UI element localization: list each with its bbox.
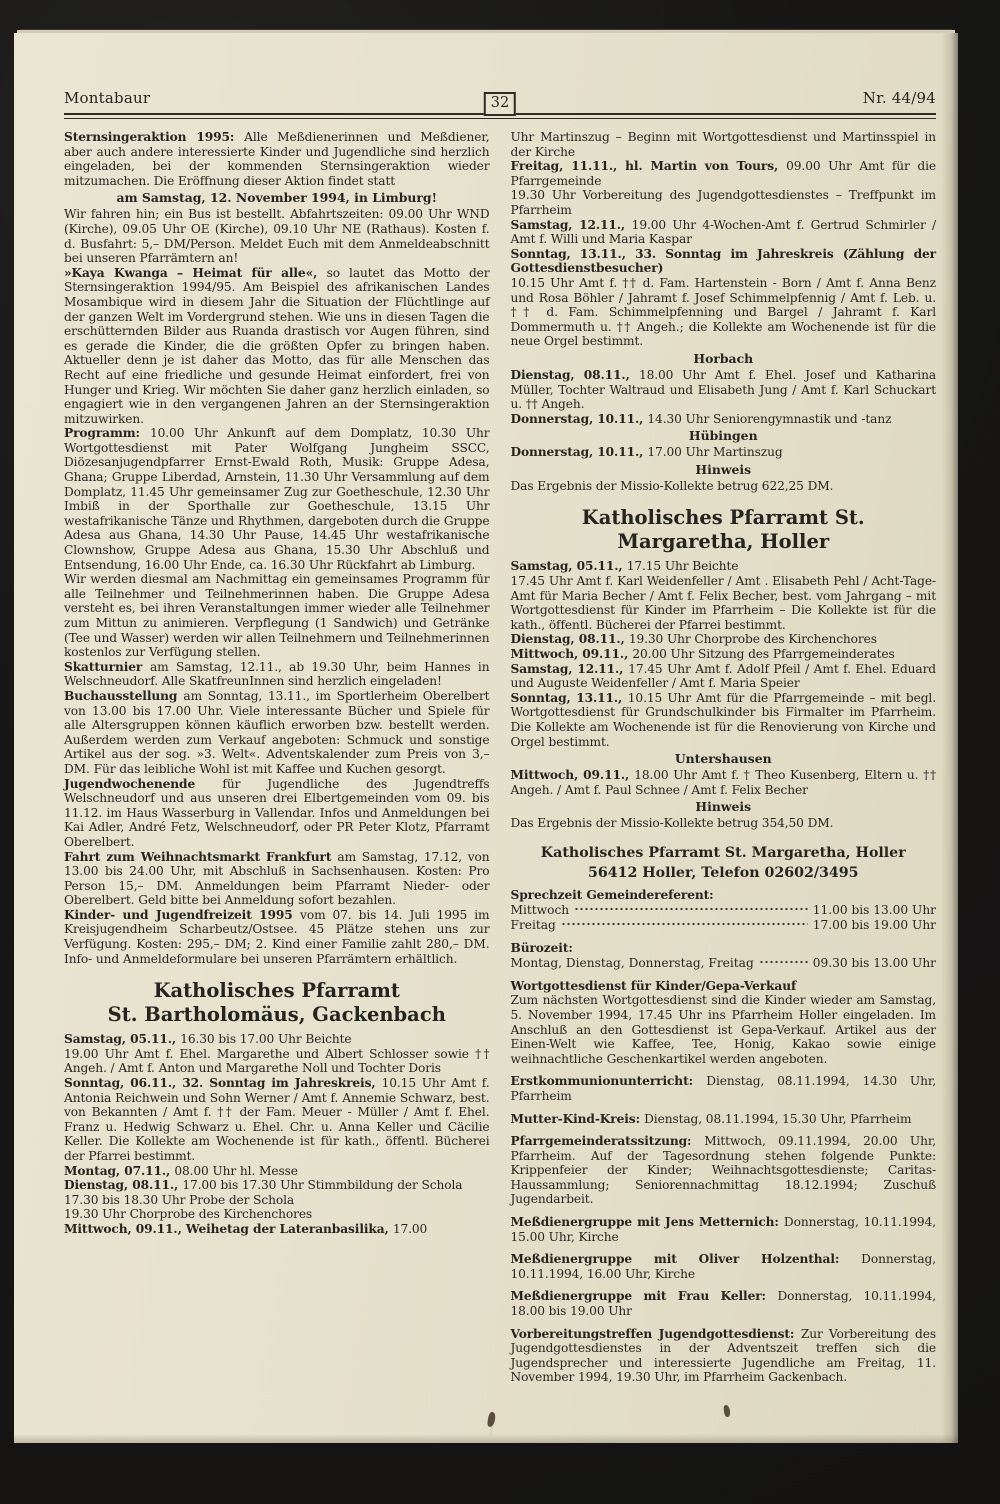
paragraph (511, 1134, 937, 1207)
page-number-box (484, 92, 516, 116)
body-text: 17.30 bis 18.30 Uhr Probe der Schola (64, 1192, 295, 1207)
body-text: am Sonntag, 13.11., im Sportlerheim Oberelbert von 13.00 bis 17.00 Uhr. Viele interessante Bücher und Spiele für alle Altersgruppen können käuflich erworben bzw. bestellt werden. Außerdem werden zum Verkauf angeboten: Schmuck und sonstige Artikel aus der sog. »3. Welt«. Adventskalender zum Preis von 3,– DM. Für das leibliche Wohl ist mit Kaffee und Kuchen gesorgt. (64, 688, 490, 776)
centered-subheading: Horbach (693, 350, 754, 366)
paragraph (64, 1222, 490, 1237)
bold-text: Erstkommunionunterricht: (510, 1074, 707, 1089)
section-heading (511, 506, 937, 553)
paragraph (64, 1178, 490, 1193)
body-text: 17.00 Uhr Martinszug (647, 445, 783, 460)
paragraph (64, 426, 490, 572)
schedule-label: Montag, Dienstag, Donnerstag, Freitag (510, 955, 754, 970)
paragraph (64, 1207, 490, 1222)
schedule-time: 09.30 bis 13.00 Uhr (812, 955, 936, 970)
paragraph (64, 572, 490, 660)
paragraph (64, 1193, 490, 1208)
section-heading (64, 979, 490, 1026)
bold-text: Fahrt zum Weihnachtsmarkt Frankfurt (64, 849, 338, 864)
bold-text: Meßdienergruppe mit Jens Metternich: (510, 1215, 784, 1230)
body-text: 19.30 Uhr Chorprobe des Kirchenchores (628, 632, 877, 647)
body-text: 16.30 bis 17.00 Uhr Beichte (180, 1032, 352, 1047)
body-text: am Samstag, 17.12, von 13.00 bis 24.00 Uhr, mit Abschluß in Sachsenhausen. Kosten: Pro Person 15,– DM. Anmeldungen beim Pfarramt Nieder- oder Oberelbert. Geld bitte bei Anmeldung sofort bezahlen. (64, 849, 490, 908)
body-text: Zum nächsten Wortgottesdienst sind die Kinder wieder am Samstag, 5. November 1994, 17.45 Uhr ins Pfarrheim Holler eingeladen. Im Anschluß an den Gottesdienst ist Gepa-Verkauf. Artikel aus der Einen-Welt wie Kaffee, Tee, Honig, Kakao sowie einige weihnachtliche Geschenkartikel werden angeboten. (510, 993, 936, 1066)
paragraph (511, 412, 937, 427)
paragraph (64, 130, 490, 188)
paragraph (64, 1076, 490, 1164)
heading-line: St. Bartholomäus, Gackenbach (107, 1002, 446, 1026)
body-text: Das Ergebnis der Missio-Kollekte betrug 354,50 DM. (510, 816, 834, 831)
paragraph (511, 1215, 937, 1244)
body-text: so lautet das Motto der Sternsingeraktion 1994/95. Am Beispiel des afrikanischen Landes Mosambique wird in diesem Jahr die Situation der Flüchtlinge auf der ganzen Welt im Vordergrund stehen. Wie uns in diesen Tagen die erschütternden Bilder aus Ruanda drastisch vor Augen führen, sind es gerade die Kinder, die die größten Opfer zu bringen haben. Aktueller denn je ist daher das Motto, das für alle Menschen das Recht auf eine friedliche und gesunde Heimat einfordert, frei von Hunger und Krieg. Wir möchten Sie daher ganz herzlich einladen, so engagiert wie in den vergangenen Jahren an der Sternsingeraktion mitzuwirken. (64, 265, 490, 426)
centered-subheading: am Samstag, 12. November 1994, in Limburg! (116, 190, 438, 206)
bold-text: Mittwoch, 09.11., Weihetag der Lateranbasilika, (64, 1221, 393, 1236)
bold-text: Sternsingeraktion 1995: (64, 130, 245, 144)
paragraph (511, 1074, 937, 1103)
two-column-body (64, 130, 936, 1385)
centered-subheading: Hinweis (695, 461, 752, 477)
body-text: am Samstag, 12.11., ab 19.30 Uhr, beim Hannes in Welschneudorf. Alle SkatfreunInnen sind herzlich eingeladen! (64, 659, 490, 689)
body-text: 20.00 Uhr Sitzung des Pfarrgemeinderates (632, 647, 895, 662)
header-issue: Nr. 44/94 (862, 89, 936, 107)
paragraph (511, 816, 937, 831)
schedule-time: 17.00 bis 19.00 Uhr (812, 917, 936, 932)
heading-line: Katholisches Pfarramt St. Margaretha, Holler (540, 844, 906, 861)
paragraph (511, 559, 937, 574)
bold-text: Dienstag, 08.11., (64, 1178, 183, 1193)
schedule-row (511, 903, 937, 918)
schedule-row (511, 956, 937, 971)
body-text: Das Ergebnis der Missio-Kollekte betrug 622,25 DM. (510, 478, 834, 493)
body-text: Wir fahren hin; ein Bus ist bestellt. Abfahrtszeiten: 09.00 Uhr WND (Kirche), 09.05 Uhr OE (Kirche), 09.10 Uhr NE (Rathaus). Kosten f. d. Busfahrt: 5,– DM/Person. Meldet Euch mit dem Anmeldeabschnitt bei unseren Pfarrämtern an! (64, 207, 490, 266)
body-text: für Jugendliche des Jugendtreffs Welschneudorf und aus unseren drei Elbertgemeinden vom 09. bis 11.12. im Haus Wasserburg in Vallendar. Infos und Anmeldungen bei Kai Adler, André Fetz, Welschneudorf, oder PR Peter Klotz, Pfarramt Oberelbert. (64, 776, 490, 849)
body-text: 17.45 Uhr Amt f. Karl Weidenfeller / Amt . Elisabeth Pehl / Acht-Tage-Amt für Maria Becher / Amt f. Felix Becher, best. vom Jahrgang – mit Wortgottesdienst für Kinder im Pfarrheim – Die Kollekte ist für die kath., öffentl. Bücherei der Pfarrei bestimmt. (510, 574, 936, 632)
paragraph (511, 188, 937, 217)
paragraph (511, 632, 937, 647)
paragraph (511, 276, 937, 349)
heading-line: Katholisches Pfarramt (153, 979, 400, 1003)
bold-text: Donnerstag, 10.11., (510, 445, 648, 460)
bold-text: Meßdienergruppe mit Oliver Holzenthal: (510, 1252, 862, 1267)
bold-text: Mittwoch, 09.11., (510, 768, 635, 783)
body-text: 10.15 Uhr Amt für die Pfarrgemeinde – mit begl. Wortgottesdienst für Grundschulkinder bis Firmalter im Pfarrheim. Die Kollekte am Wochenende ist für die Renovierung von Kirche und Orgel bestimmt. (510, 690, 936, 749)
body-text: 19.30 Uhr Chorprobe des Kirchenchores (64, 1207, 313, 1222)
heading-line: Katholisches Pfarramt St. Margaretha, Holler (581, 506, 865, 553)
centered-subheading: Hinweis (695, 799, 752, 815)
body-text: 08.00 Uhr hl. Messe (174, 1163, 298, 1178)
bold-text: Donnerstag, 10.11., (510, 411, 648, 426)
body-text: 19.00 Uhr 4-Wochen-Amt f. Gertrud Schmirler / Amt f. Willi und Maria Kaspar (510, 217, 936, 247)
body-text: Donnerstag, 10.11.1994, 16.00 Uhr, Kirche (510, 1252, 936, 1281)
bold-text: Buchausstellung (64, 688, 184, 703)
body-text: 10.15 Uhr Amt f. †† d. Fam. Hartenstein - Born / Amt f. Anna Benz und Rosa Böhler / Jahramt f. Josef Schimmelpfennig / Amt f. Leb. u. †† d. Fam. Schimmelpfenning und Bargel / Jahramt f. Karl Dommermuth u. †† Angeh.; die Kollekte am Wochenende ist für die neue Orgel bestimmt. (510, 275, 936, 349)
paragraph (511, 574, 937, 632)
bold-text: Samstag, 05.11., (64, 1032, 181, 1047)
body-text: Wir werden diesmal am Nachmittag ein gemeinsames Programm für alle Teilnehmer und Teilnehmerinnen haben. Die Gruppe Adesa versteht es, bei ihren Veranstaltungen immer wieder alle Teilnehmer zum Mittun zu animieren. Verpflegung (1 Sandwich) und Getränke (Tee und Wasser) werden wir allen Teilnehmern und Teilnehmerinnen kostenlos zur Verfügung stellen. (64, 572, 490, 660)
body-text: 17.00 bis 17.30 Uhr Stimmbildung der Schola (182, 1178, 463, 1193)
schedule-label: Freitag (510, 917, 556, 932)
paragraph (511, 130, 937, 159)
ink-speck (723, 1405, 731, 1418)
bold-text: Wortgottesdienst für Kinder/Gepa-Verkauf (510, 978, 797, 993)
paragraph (511, 368, 937, 412)
centered-subheading: Hübingen (688, 428, 758, 444)
right-column (511, 130, 937, 1385)
bold-text: Mutter-Kind-Kreis: (510, 1111, 645, 1126)
centered-subheading: Untershausen (674, 751, 772, 767)
paragraph (64, 689, 490, 777)
body-text: 14.30 Uhr Seniorengymnastik und -tanz (647, 411, 892, 426)
paragraph (64, 908, 490, 966)
schedule-row (511, 918, 937, 933)
bold-text: Montag, 07.11., (64, 1163, 175, 1178)
bold-text: Mittwoch, 09.11., (510, 647, 633, 662)
paragraph (511, 218, 937, 247)
body-text: 09.00 Uhr Amt für die Pfarrgemeinde (510, 159, 936, 188)
bold-text: Skatturnier (64, 659, 150, 674)
paragraph (511, 247, 937, 276)
paragraph (64, 1032, 490, 1047)
paragraph (511, 768, 937, 797)
bold-text: Programm: (64, 426, 150, 441)
bold-text: Bürozeit: (510, 940, 573, 955)
body-text: Mittwoch, 09.11.1994, 20.00 Uhr, Pfarrheim. Auf der Tagesordnung stehen folgende Punkte: Krippenfeier der Kinder; Weihnachtsgottesdienste; Caritas-Haussammlung; Seniorennachmittag 18.12.1994; Zuschuß Jugendarbeit. (510, 1134, 936, 1207)
bold-text: Pfarrgemeinderatssitzung: (510, 1134, 705, 1149)
paragraph (64, 266, 490, 427)
paragraph (511, 1252, 937, 1281)
bold-text: Sonntag, 06.11., 32. Sonntag im Jahreskreis, (64, 1076, 382, 1091)
schedule-label: Mittwoch (510, 902, 570, 917)
body-text: 17.45 Uhr Amt f. Adolf Pfeil / Amt f. Ehel. Eduard und Auguste Weidenfeller / Amt f. Maria Speier (510, 661, 936, 691)
paragraph (511, 888, 937, 903)
bold-text: Sonntag, 13.11., (510, 690, 628, 705)
bold-text: Freitag, 11.11., hl. Martin von Tours, (510, 159, 787, 174)
body-text: Donnerstag, 10.11.1994, 15.00 Uhr, Kirche (510, 1215, 937, 1244)
body-text: 18.00 Uhr Amt f. † Theo Kusenberg, Eltern u. †† Angeh. / Amt f. Paul Schnee / Amt f. Felix Becher (510, 768, 936, 797)
body-text: 19.30 Uhr Vorbereitung des Jugendgottesdienstes – Treffpunkt im Pfarrheim (510, 188, 936, 217)
dotted-leader (759, 960, 808, 971)
schedule-time: 11.00 bis 13.00 Uhr (812, 902, 936, 917)
bold-text: Samstag, 12.11., (510, 661, 629, 676)
body-text: 10.15 Uhr Amt f. Antonia Reichwein und Sohn Werner / Amt f. Annemie Schwarz, best. von Bekannten / Amt f. †† der Fam. Meuer - Müller / Amt f. Ehel. Franz u. Hedwig Schwarz u. Ehel. Chr. u. Anna Keller und Cäcilie Keller. Die Kollekte am Wochenende ist für kath., öffentl. Bücherei der Pfarrei bestimmt. (64, 1076, 490, 1163)
bold-text: Samstag, 05.11., (510, 559, 627, 574)
paragraph (511, 691, 937, 749)
paragraph (511, 1289, 937, 1318)
bold-text: Vorbereitungstreffen Jugendgottesdienst: (510, 1326, 801, 1341)
paragraph (64, 660, 490, 689)
body-text: 17.15 Uhr Beichte (626, 559, 739, 574)
paragraph (511, 993, 937, 1066)
paragraph (64, 850, 490, 908)
bold-text: Samstag, 12.11., (510, 217, 632, 232)
bold-text: »Kaya Kwanga – Heimat für alle«, (64, 265, 327, 280)
paragraph (511, 979, 937, 994)
body-text: 18.00 Uhr Amt f. Ehel. Josef und Katharina Müller, Tochter Waltraud und Elisabeth Jung / Amt f. Karl Schuckart u. †† Angeh. (510, 367, 936, 412)
section-heading (511, 843, 937, 883)
page-number: 32 (490, 95, 510, 111)
paragraph (511, 647, 937, 662)
newsletter-page (14, 33, 958, 1443)
dotted-leader (561, 922, 808, 933)
paragraph (64, 207, 490, 265)
body-text: 17.00 (392, 1221, 428, 1236)
body-text: Dienstag, 08.11.1994, 14.30 Uhr, Pfarrheim (510, 1074, 937, 1103)
dotted-leader (574, 907, 808, 918)
bold-text: Sonntag, 13.11., 33. Sonntag im Jahreskreis (Zählung der Gottesdienstbesucher) (510, 246, 936, 276)
bold-text: Meßdienergruppe mit Frau Keller: (510, 1289, 778, 1304)
bold-text: Dienstag, 08.11., (510, 367, 639, 382)
paragraph (511, 941, 937, 956)
paragraph (511, 445, 937, 460)
body-text: Alle Meßdienerinnen und Meßdiener, aber auch andere interessierte Kinder und Jugendliche sind herzlich eingeladen, bei der kommenden Sternsingeraktion wieder mitzumachen. Die Eröffnung dieser Aktion findet statt (64, 130, 490, 188)
bold-text: Kinder- und Jugendfreizeit 1995 (64, 907, 301, 922)
body-text: 10.00 Uhr Ankunft auf dem Domplatz, 10.30 Uhr Wortgottesdienst mit Pater Wolfgang Jungheim SSCC, Diözesanjugendpfarrer Ernst-Ewald Roth, Musik: Gruppe Adesa, Ghana; Gruppe Liberdad, Arnstein, 11.30 Uhr Versammlung auf dem Domplatz, 11.45 Uhr gemeinsamer Zug zur Goetheschule, 12.30 Uhr Imbiß in der Sporthalle zur Goetheschule, 13.15 Uhr westafrikanische Tänze und Rhythmen, dargeboten durch die Gruppe Adesa aus Ghana, 14.30 Uhr Pause, 14.45 Uhr westafrikanische Clownshow, Gruppe Adesa aus Ghana, 15.30 Uhr Abschluß und Entsendung, 16.00 Uhr Ende, ca. 16.30 Uhr Rückfahrt ab Limburg. (64, 426, 490, 572)
body-text: 19.00 Uhr Amt f. Ehel. Margarethe und Albert Schlosser sowie †† Angeh. / Amt f. Anton und Margarethe Noll und Tochter Doris (64, 1046, 490, 1076)
paragraph (511, 1112, 937, 1127)
paragraph (511, 159, 937, 188)
body-text: Donnerstag, 10.11.1994, 18.00 bis 19.00 Uhr (510, 1289, 936, 1319)
body-text: Zur Vorbereitung des Jugendgottesdienstes in der Adventszeit treffen sich die Jugendsprecher und interessierte Jugendliche am Freitag, 11. November 1994, 19.30 Uhr, im Pfarrheim Gackenbach. (510, 1326, 937, 1385)
bold-text: Dienstag, 08.11., (510, 632, 629, 647)
paragraph (511, 662, 937, 691)
paragraph (64, 1047, 490, 1076)
bold-text: Sprechzeit Gemeindereferent: (510, 887, 714, 902)
body-text: Dienstag, 08.11.1994, 15.30 Uhr, Pfarrheim (644, 1111, 912, 1126)
header-place: Montabaur (64, 89, 151, 107)
ink-speck (487, 1411, 497, 1427)
body-text: Uhr Martinszug – Beginn mit Wortgottesdienst und Martinsspiel in der Kirche (510, 130, 936, 159)
left-column (64, 130, 490, 1385)
paragraph (64, 1164, 490, 1179)
paragraph (511, 1327, 937, 1385)
heading-line: 56412 Holler, Telefon 02602/3495 (587, 864, 859, 881)
paragraph (64, 777, 490, 850)
paragraph (511, 479, 937, 494)
body-text: vom 07. bis 14. Juli 1995 im Kreisjugendheim Scharbeutz/Ostsee. 45 Plätze stehen uns zur Verfügung. Kosten: 295,– DM; 2. Kind einer Familie zahlt 280,– DM. Info- und Anmeldeformulare bei unseren Pfarrämtern erhältlich. (64, 907, 490, 966)
bold-text: Jugendwochenende (64, 776, 223, 791)
